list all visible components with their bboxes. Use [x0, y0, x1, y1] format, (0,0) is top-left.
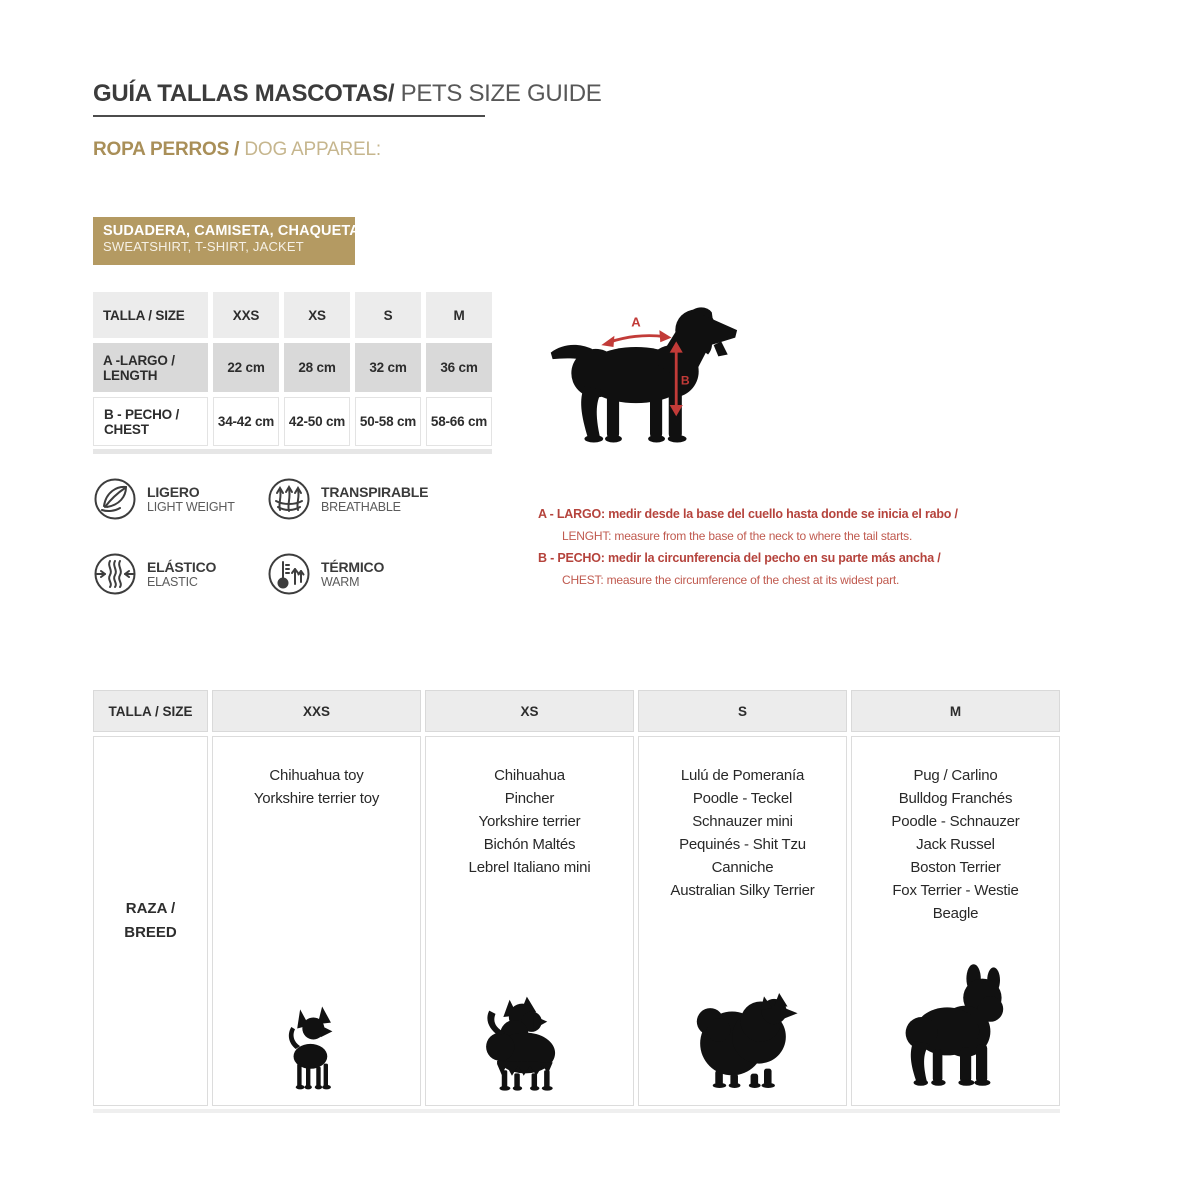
breed-item: Beagle	[932, 905, 979, 922]
breed-item: Australian Silky Terrier	[670, 882, 815, 899]
note-a-es: A - LARGO: medir desde la base del cuello hasta donde se inicia el rabo /	[538, 507, 958, 521]
feather-icon	[93, 477, 137, 521]
feature-breathable-es: TRANSPIRABLE	[321, 484, 429, 500]
breed-row-label-en: BREED	[124, 924, 177, 941]
note-a-en: LENGHT: measure from the base of the neck to where the tail starts.	[562, 529, 913, 543]
breed-item: Schnauzer mini	[692, 813, 793, 830]
thermometer-icon	[267, 552, 311, 596]
measurement-notes	[538, 503, 968, 591]
size-table-chest-s: 50-58 cm	[355, 397, 421, 446]
breed-item: Yorkshire terrier	[478, 813, 581, 830]
breed-item: Pincher	[504, 790, 555, 807]
section-subtitle	[93, 139, 381, 161]
long-haired-chihuahua-silhouette-icon	[475, 995, 585, 1093]
breed-item: Bulldog Franchés	[898, 790, 1013, 807]
breed-table-header-m: M	[851, 690, 1060, 732]
feature-warm-en: WARM	[321, 575, 360, 589]
feature-lightweight-es: LIGERO	[147, 484, 200, 500]
breed-item: Lebrel Italiano mini	[468, 859, 591, 876]
breed-cell-m	[851, 736, 1060, 1106]
breed-item: Fox Terrier - Westie	[892, 882, 1019, 899]
page-title-en: PETS SIZE GUIDE	[394, 80, 602, 107]
size-table-length-m: 36 cm	[426, 343, 492, 392]
subtitle-es: ROPA PERROS /	[93, 139, 245, 160]
size-table-length-s: 32 cm	[355, 343, 421, 392]
subtitle-en: DOG APPAREL:	[244, 139, 381, 160]
breed-row-label-es: RAZA /	[125, 900, 176, 917]
size-table-header-m: M	[426, 292, 492, 338]
size-table	[93, 292, 492, 446]
breed-table-header-xxs: XXS	[212, 690, 421, 732]
page-title	[93, 80, 602, 117]
chihuahua-silhouette-icon	[284, 1005, 350, 1093]
note-b-en: CHEST: measure the circumference of the chest at its widest part.	[562, 573, 900, 587]
size-table-chest-m: 58-66 cm	[426, 397, 492, 446]
feature-list	[93, 477, 487, 596]
breed-cell-s	[638, 736, 847, 1106]
size-table-header-xs: XS	[284, 292, 350, 338]
elastic-icon	[93, 552, 137, 596]
breed-cell-xs	[425, 736, 634, 1106]
breed-table-header-xs: XS	[425, 690, 634, 732]
breed-table-header-label: TALLA / SIZE	[93, 690, 208, 732]
size-table-chest-xs: 42-50 cm	[284, 397, 350, 446]
feature-elastic	[93, 552, 267, 596]
breed-cell-xxs	[212, 736, 421, 1106]
pomeranian-silhouette-icon	[680, 988, 806, 1093]
arrow-a	[601, 314, 671, 347]
breed-table-header-s: S	[638, 690, 847, 732]
size-table-row-chest-label: B - PECHO / CHEST	[93, 397, 208, 446]
note-b-es: B - PECHO: medir la circunferencia del pecho en su parte más ancha /	[538, 551, 941, 565]
breed-table	[93, 690, 1060, 1106]
breed-item: Poodle - Schnauzer	[891, 813, 1020, 830]
size-table-header-s: S	[355, 292, 421, 338]
labrador-measure-diagram-icon	[547, 300, 753, 452]
feature-breathable	[267, 477, 487, 521]
breed-item: Yorkshire terrier toy	[253, 790, 380, 807]
breed-item: Canniche	[711, 859, 774, 876]
feature-warm	[267, 552, 487, 596]
feature-elastic-es: ELÁSTICO	[147, 559, 217, 575]
arrow-b-label: B	[680, 373, 690, 388]
breed-item: Boston Terrier	[910, 859, 1001, 876]
size-table-header-label: TALLA / SIZE	[93, 292, 208, 338]
feature-lightweight-en: LIGHT WEIGHT	[147, 500, 235, 514]
feature-lightweight	[93, 477, 267, 521]
breed-item: Jack Russel	[916, 836, 995, 853]
size-table-chest-xxs: 34-42 cm	[213, 397, 279, 446]
page-title-es: GUÍA TALLAS MASCOTAS/	[93, 80, 395, 107]
breed-row-label	[93, 736, 208, 1106]
size-table-length-xxs: 22 cm	[213, 343, 279, 392]
breathable-icon	[267, 477, 311, 521]
size-table-row-length-label: A -LARGO / LENGTH	[93, 343, 208, 392]
breed-item: Lulú de Pomeranía	[680, 767, 805, 784]
size-table-header-xxs: XXS	[213, 292, 279, 338]
french-bulldog-silhouette-icon	[896, 961, 1016, 1093]
category-banner	[93, 217, 364, 265]
category-es: SUDADERA, CAMISETA, CHAQUETA/	[103, 223, 364, 239]
category-en: SWEATSHIRT, T-SHIRT, JACKET	[103, 239, 304, 254]
breed-item: Bichón Maltés	[483, 836, 576, 853]
breed-item: Chihuahua toy	[269, 767, 364, 784]
feature-warm-es: TÉRMICO	[321, 559, 385, 575]
feature-breathable-en: BREATHABLE	[321, 500, 401, 514]
arrow-a-label: A	[631, 314, 641, 330]
breed-item: Chihuahua	[494, 767, 565, 784]
size-table-bottom-rule	[93, 449, 492, 454]
breed-item: Pug / Carlino	[913, 767, 998, 784]
breed-item: Poodle - Teckel	[692, 790, 793, 807]
size-table-length-xs: 28 cm	[284, 343, 350, 392]
breed-item: Pequinés - Shit Tzu	[679, 836, 806, 853]
breed-table-bottom-rule	[93, 1109, 1060, 1113]
measurement-diagram	[547, 300, 753, 457]
feature-elastic-en: ELASTIC	[147, 575, 198, 589]
